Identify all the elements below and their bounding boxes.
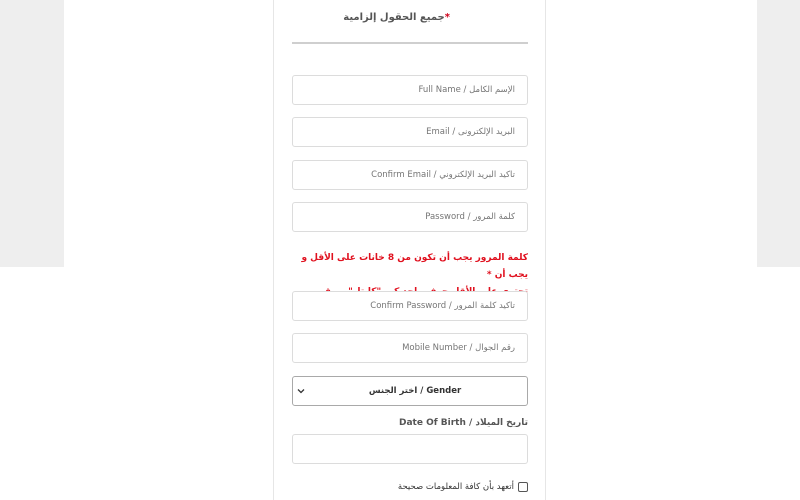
password-hint-line-1: كلمة المرور يجب أن تكون من 8 خانات على الأقل و يجب أن * <box>301 253 528 280</box>
required-note-text: جميع الحقول إلزامية <box>343 12 445 23</box>
confirm-password-input[interactable] <box>292 291 528 321</box>
required-fields-note <box>292 12 450 23</box>
date-of-birth-label: تاريخ الميلاد / Date Of Birth <box>398 418 528 428</box>
gender-select-value: Gender / اختر الجنس <box>368 386 462 396</box>
page-background-right <box>757 0 800 267</box>
email-input[interactable] <box>292 117 528 147</box>
page-background-left <box>0 0 64 267</box>
password-input[interactable] <box>292 202 528 232</box>
full-name-input[interactable] <box>292 75 528 105</box>
agreement-row[interactable] <box>380 481 528 493</box>
date-of-birth-input[interactable] <box>292 434 528 464</box>
gender-select[interactable] <box>292 376 528 406</box>
confirm-email-input[interactable] <box>292 160 528 190</box>
required-star: * <box>444 12 450 23</box>
agreement-checkbox[interactable] <box>518 482 528 492</box>
form-divider <box>292 42 528 44</box>
chevron-down-icon <box>297 387 305 395</box>
mobile-number-input[interactable] <box>292 333 528 363</box>
agreement-label: أتعهد بأن كافة المعلومات صحيحة <box>397 482 514 492</box>
